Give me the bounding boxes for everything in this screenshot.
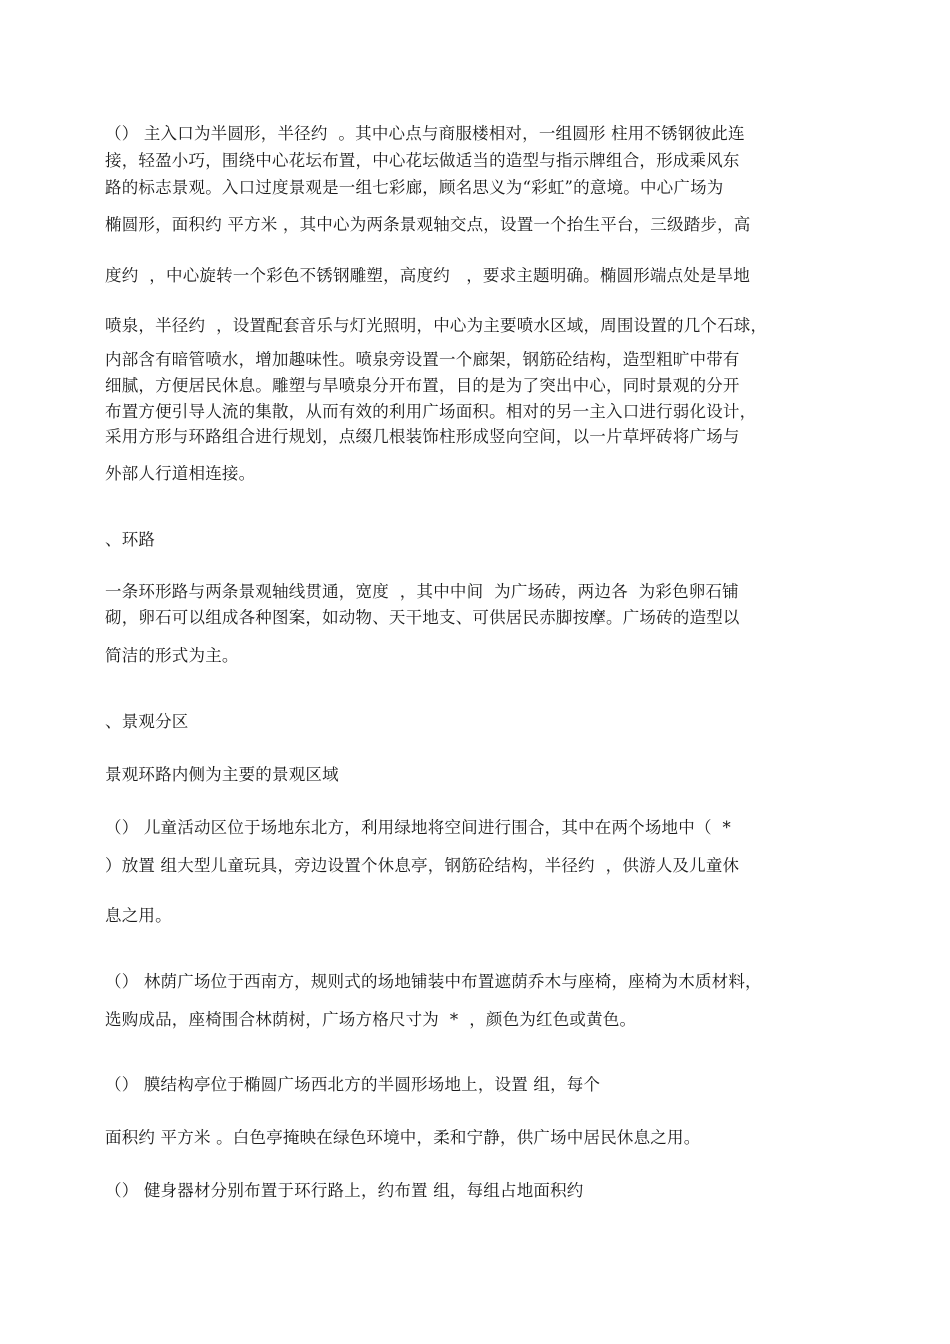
text-line: 布置方便引导人流的集散，从而有效的利用广场面积。相对的另一主入口进行弱化设计， [105, 402, 757, 421]
text-line: 喷泉，半径约 ，设置配套音乐与灯光照明，中心为主要喷水区域，周围设置的几个石球， [105, 316, 768, 335]
text-line: 砌，卵石可以组成各种图案，如动物、天干地支、可供居民赤脚按摩。广场砖的造型以 [105, 608, 740, 627]
section-heading: 、景观分区 [105, 712, 189, 731]
text-line: （） 主入口为半圆形，半径约 。其中心点与商服楼相对，一组圆形 柱用不锈钢彼此连 [105, 124, 745, 143]
text-line: 简洁的形式为主。 [105, 646, 239, 665]
text-line: 细腻，方便居民休息。雕塑与旱喷泉分开布置，目的是为了突出中心，同时景观的分开 [105, 376, 740, 395]
text-line: （） 健身器材分别布置于环行路上，约布置 组，每组占地面积约 [105, 1181, 584, 1200]
text-line: 景观环路内侧为主要的景观区域 [105, 765, 339, 784]
text-line: （） 林荫广场位于西南方，规则式的场地铺装中布置遮荫乔木与座椅，座椅为木质材料， [105, 972, 762, 991]
text-line: 面积约 平方米 。白色亭掩映在绿色环境中，柔和宁静，供广场中居民休息之用。 [105, 1128, 701, 1147]
section-heading: 、环路 [105, 530, 156, 549]
text-line: 选购成品，座椅围合林荫树，广场方格尺寸为 * ，颜色为红色或黄色。 [105, 1010, 637, 1029]
text-line: 外部人行道相连接。 [105, 464, 256, 483]
text-line: （） 膜结构亭位于椭圆广场西北方的半圆形场地上，设置 组，每个 [105, 1075, 601, 1094]
text-line: 息之用。 [105, 906, 172, 925]
text-line: 一条环形路与两条景观轴线贯通，宽度 ，其中中间 为广场砖，两边各 为彩色卵石铺 [105, 582, 739, 601]
text-line: ）放置 组大型儿童玩具，旁边设置个休息亭，钢筋砼结构，半径约 ，供游人及儿童休 [105, 856, 740, 875]
text-line: 椭圆形，面积约 平方米 ，其中心为两条景观轴交点，设置一个抬生平台，三级踏步，高 [105, 215, 751, 234]
text-line: （） 儿童活动区位于场地东北方，利用绿地将空间进行围合，其中在两个场地中（ * [105, 818, 731, 837]
text-line: 内部含有暗管喷水，增加趣味性。喷泉旁设置一个廊架，钢筋砼结构，造型粗旷中带有 [105, 350, 740, 369]
text-line: 路的标志景观。入口过度景观是一组七彩廊，顾名思义为“彩虹”的意境。中心广场为 [105, 178, 724, 197]
text-line: 接，轻盈小巧，围绕中心花坛布置，中心花坛做适当的造型与指示牌组合，形成乘风东 [105, 151, 740, 170]
text-line: 采用方形与环路组合进行规划，点缀几根装饰柱形成竖向空间，以一片草坪砖将广场与 [105, 427, 740, 446]
text-line: 度约 ，中心旋转一个彩色不锈钢雕塑，高度约 ，要求主题明确。椭圆形端点处是旱地 [105, 266, 751, 285]
